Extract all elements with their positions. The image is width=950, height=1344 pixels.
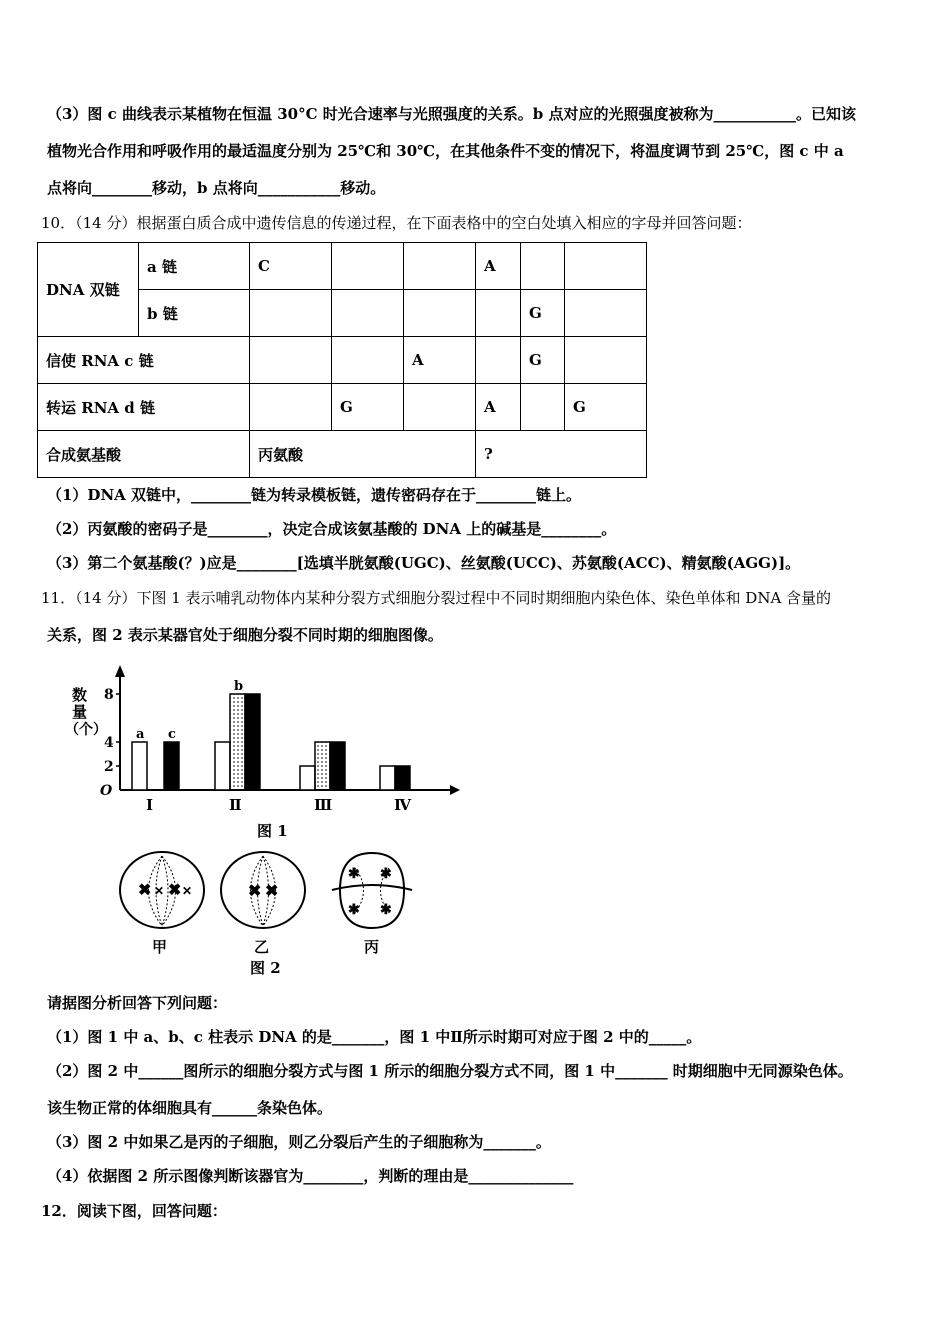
b-cell-6 xyxy=(565,290,647,337)
a-cell-1: C xyxy=(250,243,332,290)
bar-c-4 xyxy=(395,766,410,790)
q12-stem: 12．阅读下图，回答问题： xyxy=(41,1202,227,1220)
chromosome-icon: ✖ xyxy=(168,880,182,899)
a-cell-4: A xyxy=(476,243,521,290)
series-label-a: a xyxy=(136,727,145,742)
category-label: Ⅰ xyxy=(146,796,154,814)
category-label: Ⅲ xyxy=(314,796,333,814)
amino-acid-1: 丙氨酸 xyxy=(250,431,476,478)
y-axis-label-1: 数 xyxy=(72,686,88,704)
q10-sub1: （1）DNA 双链中，________链为转录模板链，遗传密码存在于________链上。 xyxy=(47,486,582,504)
d-cell-1 xyxy=(250,384,332,431)
q11-sub4: （4）依据图 2 所示图像判断该器官为________，判断的理由是______________ xyxy=(47,1167,574,1185)
cell-label-bing: 丙 xyxy=(364,938,380,956)
q11-sub1: （1）图 1 中 a、b、c 柱表示 DNA 的是_______，图 1 中Ⅱ所示时期可对应于图 2 中的_____。 xyxy=(47,1028,702,1046)
q10-stem: 10．（14 分）根据蛋白质合成中遗传信息的传递过程，在下面表格中的空白处填入相应的字母并回答问题： xyxy=(41,214,752,232)
y-tick-label: 8 xyxy=(104,687,114,703)
a-cell-3 xyxy=(404,243,476,290)
q10-sub3: （3）第二个氨基酸(？)应是________[选填半胱氨酸(UGC)、丝氨酸(UCC)、苏氨酸(ACC)、精氨酸(AGG)]。 xyxy=(47,554,801,572)
cell-bing xyxy=(332,853,412,956)
b-cell-1 xyxy=(250,290,332,337)
q11-stem-line1 xyxy=(41,587,831,608)
category-label: Ⅳ xyxy=(394,796,412,814)
b-chain-label: b 链 xyxy=(139,290,250,337)
y-axis-label-2: 量 xyxy=(72,703,88,721)
d-cell-6: G xyxy=(565,384,647,431)
a-cell-6 xyxy=(565,243,647,290)
d-cell-4: A xyxy=(476,384,521,431)
bar-b-3 xyxy=(315,742,330,790)
series-label-c: c xyxy=(168,727,176,742)
a-chain-label: a 链 xyxy=(139,243,250,290)
cell-yi xyxy=(221,852,305,956)
amino-acid-2: ? xyxy=(476,431,647,478)
trna-label: 转运 RNA d 链 xyxy=(38,384,250,431)
series-label-b: b xyxy=(234,679,244,694)
bar-a-3 xyxy=(300,766,315,790)
chromosome-icon: ✖ xyxy=(248,881,262,900)
mrna-label: 信使 RNA c 链 xyxy=(38,337,250,384)
chromosome-icon: ✱ xyxy=(380,902,392,918)
bar-c-1 xyxy=(164,742,179,790)
bar-c-3 xyxy=(330,742,345,790)
figure-1-chart xyxy=(60,660,460,845)
x-axis-arrow-icon xyxy=(450,785,460,795)
b-cell-4 xyxy=(476,290,521,337)
bar-c-2 xyxy=(245,694,260,790)
c-cell-5: G xyxy=(521,337,565,384)
category-label: Ⅱ xyxy=(229,796,242,814)
chromosome-icon: ✱ xyxy=(380,866,392,882)
q9-part3-line1: （3）图 c 曲线表示某植物在恒温 30°C 时光合速率与光照强度的关系。b 点对应的光照强度被称为___________。已知该 xyxy=(47,105,856,123)
y-tick-label: 2 xyxy=(104,759,114,775)
a-cell-2 xyxy=(332,243,404,290)
chromosome-icon: ✕ xyxy=(182,884,193,898)
b-cell-3 xyxy=(404,290,476,337)
amino-acid-label: 合成氨基酸 xyxy=(38,431,250,478)
chromosome-icon: ✱ xyxy=(348,902,360,918)
q11-stem-line2: 关系，图 2 表示某器官处于细胞分裂不同时期的细胞图像。 xyxy=(47,626,443,644)
y-tick-label: 4 xyxy=(104,735,114,751)
cell-label-yi: 乙 xyxy=(254,938,270,956)
d-cell-3 xyxy=(404,384,476,431)
figure-2-cells xyxy=(110,848,430,978)
chromosome-icon: ✕ xyxy=(154,884,165,898)
q11-sub2-line2: 该生物正常的体细胞具有______条染色体。 xyxy=(47,1099,333,1117)
c-cell-3: A xyxy=(404,337,476,384)
figure-1-title: 图 1 xyxy=(257,822,288,840)
bar-a-2 xyxy=(215,742,230,790)
b-cell-2 xyxy=(332,290,404,337)
chromosome-icon: ✱ xyxy=(348,866,360,882)
y-axis-arrow-icon xyxy=(115,665,125,677)
a-cell-5 xyxy=(521,243,565,290)
cell-jia xyxy=(120,852,204,956)
q11-stem-text: 11．（14 分）下图 1 表示哺乳动物体内某种分裂方式细胞分裂过程中不同时期细胞内染色体、染色单体和 DNA 含量的 xyxy=(41,589,832,607)
q11-sub2-line1: （2）图 2 中______图所示的细胞分裂方式与图 1 所示的细胞分裂方式不同，图 1 中_______ 时期细胞中无同源染色体。 xyxy=(47,1062,853,1080)
figure-2-title: 图 2 xyxy=(250,959,281,977)
q10-sub2: （2）丙氨酸的密码子是________，决定合成该氨基酸的 DNA 上的碱基是________。 xyxy=(47,520,617,538)
d-cell-2: G xyxy=(332,384,404,431)
d-cell-5 xyxy=(521,384,565,431)
cell-label-jia: 甲 xyxy=(152,938,168,956)
q11-intro: 请据图分析回答下列问题： xyxy=(47,994,228,1012)
y-axis-label-3: （个） xyxy=(65,722,107,738)
c-cell-2 xyxy=(332,337,404,384)
genetic-info-table xyxy=(37,242,647,478)
c-cell-4 xyxy=(476,337,521,384)
y-tick-label: O xyxy=(100,783,113,799)
q9-part3-line2: 植物光合作用和呼吸作用的最适温度分别为 25℃和 30℃，在其他条件不变的情况下，将温度调节到 25℃，图 c 中 a xyxy=(47,142,844,160)
c-cell-6 xyxy=(565,337,647,384)
c-cell-1 xyxy=(250,337,332,384)
bar-a-1 xyxy=(132,742,147,790)
chromosome-icon: ✖ xyxy=(265,881,279,900)
chromosome-icon: ✖ xyxy=(138,880,152,899)
b-cell-5: G xyxy=(521,290,565,337)
q9-part3-line3: 点将向________移动，b 点将向___________移动。 xyxy=(47,179,386,197)
bar-b-2 xyxy=(230,694,245,790)
dna-label-cell: DNA 双链 xyxy=(38,243,139,337)
bar-a-4 xyxy=(380,766,395,790)
q11-sub3: （3）图 2 中如果乙是丙的子细胞，则乙分裂后产生的子细胞称为_______。 xyxy=(47,1133,551,1151)
